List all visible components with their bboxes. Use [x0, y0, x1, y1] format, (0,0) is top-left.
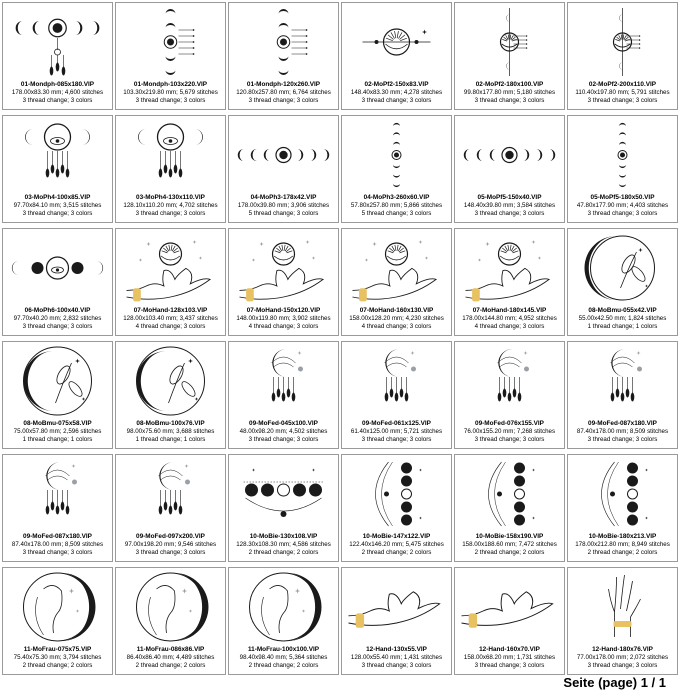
design-dimensions: 76.00x155.20 mm; 7,268 stitches — [463, 428, 556, 435]
design-thumbnail — [342, 3, 451, 81]
design-dimensions: 128.30x108.30 mm; 4,586 stitches — [236, 541, 331, 548]
design-dimensions: 128.00x55.40 mm; 1,431 stitches — [350, 654, 443, 661]
design-caption — [229, 646, 338, 670]
design-caption — [3, 81, 112, 105]
design-card[interactable] — [228, 228, 339, 336]
design-card[interactable] — [454, 454, 565, 562]
design-thumbnail — [568, 116, 677, 194]
design-file-name: 01-Mondph-085x180.VIP — [20, 81, 95, 88]
design-thread-info: 3 thread change; 3 colors — [474, 97, 545, 104]
design-dimensions: 57.80x257.80 mm; 5,866 stitches — [350, 202, 443, 209]
design-dimensions: 178.00x39.80 mm; 3,906 stitches — [237, 202, 330, 209]
design-caption — [229, 533, 338, 557]
design-thread-info: 1 thread change; 1 colors — [587, 323, 658, 330]
design-thread-info: 5 thread change; 3 colors — [248, 210, 319, 217]
design-thumbnail — [116, 229, 225, 307]
design-thumbnail — [229, 568, 338, 646]
design-caption — [229, 194, 338, 218]
design-thumbnail — [3, 116, 112, 194]
design-thumbnail — [3, 342, 112, 420]
design-caption — [455, 533, 564, 557]
design-caption — [342, 194, 451, 218]
design-dimensions: 103.30x219.80 mm; 5,679 stitches — [123, 89, 218, 96]
design-thumbnail — [229, 455, 338, 533]
design-dimensions: 75.40x75.30 mm; 3,794 stitches — [13, 654, 102, 661]
design-thread-info: 1 thread change; 1 colors — [135, 436, 206, 443]
design-dimensions: 55.00x42.50 mm; 1,824 stitches — [578, 315, 667, 322]
design-file-name: 05-MoPf5-150x40.VIP — [477, 194, 542, 201]
design-file-name: 07-MoHand-180x145.VIP — [472, 307, 547, 314]
design-thread-info: 1 thread change; 1 colors — [22, 436, 93, 443]
design-dimensions: 87.40x178.00 mm; 8,509 stitches — [11, 541, 104, 548]
design-file-name: 10-MoBie-130x108.VIP — [249, 533, 318, 540]
design-card[interactable] — [2, 115, 113, 223]
design-file-name: 07-MoHand-128x103.VIP — [133, 307, 208, 314]
design-card[interactable] — [115, 454, 226, 562]
design-thumbnail — [455, 455, 564, 533]
design-card[interactable] — [115, 341, 226, 449]
design-thumbnail — [229, 342, 338, 420]
design-thumbnail — [455, 342, 564, 420]
design-caption — [455, 194, 564, 218]
design-file-name: 12-Hand-180x76.VIP — [592, 646, 653, 653]
design-caption — [116, 194, 225, 218]
design-thread-info: 2 thread change; 2 colors — [248, 662, 319, 669]
design-thumbnail — [568, 229, 677, 307]
design-file-name: 08-MoBmu-075x58.VIP — [23, 420, 92, 427]
design-thread-info: 2 thread change; 2 colors — [361, 549, 432, 556]
design-caption — [116, 307, 225, 331]
design-thumbnail — [116, 3, 225, 81]
design-thumbnail — [229, 116, 338, 194]
design-thumbnail — [116, 116, 225, 194]
design-file-name: 09-MoFed-061x125.VIP — [362, 420, 431, 427]
design-thread-info: 3 thread change; 3 colors — [587, 662, 658, 669]
design-thread-info: 3 thread change; 3 colors — [22, 97, 93, 104]
design-thumbnail — [116, 455, 225, 533]
design-caption — [116, 646, 225, 670]
design-file-name: 09-MoFed-087x180.VIP — [588, 420, 657, 427]
design-caption — [3, 533, 112, 557]
design-thread-info: 3 thread change; 3 colors — [22, 323, 93, 330]
design-file-name: 09-MoFed-045x100.VIP — [249, 420, 318, 427]
design-thumbnail — [455, 116, 564, 194]
design-card[interactable] — [567, 454, 678, 562]
design-card[interactable] — [2, 228, 113, 336]
design-caption — [568, 81, 677, 105]
design-thumbnail — [568, 342, 677, 420]
design-file-name: 09-MoFed-076x155.VIP — [475, 420, 544, 427]
design-card[interactable] — [2, 567, 113, 675]
design-thread-info: 4 thread change; 3 colors — [361, 323, 432, 330]
design-caption — [116, 533, 225, 557]
design-dimensions: 158.00x128.20 mm; 4,230 stitches — [349, 315, 444, 322]
design-caption — [568, 194, 677, 218]
design-file-name: 07-MoHand-160x130.VIP — [359, 307, 434, 314]
design-card[interactable] — [454, 341, 565, 449]
design-file-name: 03-MoPh4-100x85.VIP — [24, 194, 91, 201]
design-file-name: 11-MoFrau-086x86.VIP — [136, 646, 205, 653]
design-thumbnail — [3, 3, 112, 81]
design-thread-info: 3 thread change; 3 colors — [361, 97, 432, 104]
design-card[interactable] — [454, 567, 565, 675]
design-caption — [455, 646, 564, 670]
design-thread-info: 3 thread change; 3 colors — [135, 97, 206, 104]
design-caption — [116, 420, 225, 444]
design-caption — [229, 420, 338, 444]
design-caption — [342, 420, 451, 444]
design-card[interactable] — [115, 567, 226, 675]
design-thumbnail — [3, 455, 112, 533]
design-caption — [342, 533, 451, 557]
design-dimensions: 148.40x83.30 mm; 4,278 stitches — [350, 89, 443, 96]
design-caption — [568, 533, 677, 557]
design-thumbnail — [342, 229, 451, 307]
design-caption — [229, 307, 338, 331]
design-card[interactable] — [341, 341, 452, 449]
design-thread-info: 4 thread change; 3 colors — [248, 323, 319, 330]
design-card[interactable] — [567, 2, 678, 110]
design-dimensions: 47.80x177.90 mm; 4,403 stitches — [576, 202, 669, 209]
design-card[interactable] — [567, 228, 678, 336]
design-thumbnail — [455, 229, 564, 307]
design-thumbnail — [342, 116, 451, 194]
design-dimensions: 128.10x110.20 mm; 4,702 stitches — [123, 202, 218, 209]
design-file-name: 02-MoPf2-200x110.VIP — [588, 81, 657, 88]
design-thread-info: 3 thread change; 3 colors — [587, 97, 658, 104]
design-file-name: 10-MoBie-147x122.VIP — [362, 533, 431, 540]
design-card[interactable] — [115, 115, 226, 223]
design-file-name: 07-MoHand-150x120.VIP — [246, 307, 321, 314]
design-thumbnail — [116, 342, 225, 420]
design-dimensions: 158.00x188.60 mm; 7,472 stitches — [462, 541, 557, 548]
design-file-name: 12-Hand-160x70.VIP — [479, 646, 540, 653]
design-card[interactable] — [2, 2, 113, 110]
design-file-name: 10-MoBie-180x213.VIP — [588, 533, 657, 540]
design-caption — [3, 194, 112, 218]
design-thread-info: 3 thread change; 3 colors — [22, 549, 93, 556]
design-thread-info: 2 thread change; 2 colors — [248, 549, 319, 556]
design-caption — [455, 420, 564, 444]
design-card[interactable] — [2, 454, 113, 562]
design-card[interactable] — [115, 2, 226, 110]
design-thumbnail — [229, 229, 338, 307]
design-card[interactable] — [454, 115, 565, 223]
design-file-name: 08-MoBmu-055x42.VIP — [588, 307, 657, 314]
design-caption — [342, 646, 451, 670]
design-file-name: 05-MoPf5-180x50.VIP — [590, 194, 655, 201]
design-thread-info: 3 thread change; 3 colors — [474, 436, 545, 443]
design-caption — [116, 81, 225, 105]
design-file-name: 03-MoPh4-130x110.VIP — [136, 194, 205, 201]
design-card[interactable] — [454, 2, 565, 110]
design-dimensions: 75.00x57.80 mm; 2,596 stitches — [13, 428, 102, 435]
design-thumbnail — [3, 229, 112, 307]
design-card[interactable] — [567, 115, 678, 223]
design-dimensions: 97.70x84.10 mm; 3,515 stitches — [13, 202, 102, 209]
design-card[interactable] — [228, 115, 339, 223]
design-dimensions: 110.40x197.80 mm; 5,791 stitches — [575, 89, 670, 96]
design-thread-info: 3 thread change; 3 colors — [587, 210, 658, 217]
design-file-name: 04-MoPh3-260x60.VIP — [363, 194, 430, 201]
design-dimensions: 148.40x39.80 mm; 3,584 stitches — [463, 202, 556, 209]
design-dimensions: 61.40x125.00 mm; 5,721 stitches — [350, 428, 443, 435]
design-dimensions: 97.70x40.20 mm; 2,832 stitches — [13, 315, 102, 322]
design-dimensions: 148.00x119.80 mm; 3,902 stitches — [236, 315, 331, 322]
design-file-name: 11-MoFrau-100x100.VIP — [247, 646, 320, 653]
design-caption — [342, 81, 451, 105]
design-thumbnail — [342, 455, 451, 533]
design-thread-info: 3 thread change; 3 colors — [248, 97, 319, 104]
design-dimensions: 97.00x198.20 mm; 9,546 stitches — [124, 541, 217, 548]
design-thread-info: 3 thread change; 3 colors — [361, 662, 432, 669]
design-thread-info: 3 thread change; 3 colors — [474, 210, 545, 217]
design-dimensions: 87.40x178.00 mm; 8,509 stitches — [576, 428, 669, 435]
design-thumbnail — [3, 568, 112, 646]
design-card[interactable] — [341, 115, 452, 223]
design-card[interactable] — [2, 341, 113, 449]
design-card[interactable] — [228, 2, 339, 110]
design-card[interactable] — [228, 341, 339, 449]
design-thread-info: 2 thread change; 2 colors — [135, 662, 206, 669]
design-thread-info: 4 thread change; 3 colors — [474, 323, 545, 330]
design-file-name: 08-MoBmu-100x76.VIP — [136, 420, 205, 427]
design-dimensions: 128.00x103.40 mm; 3,437 stitches — [123, 315, 218, 322]
design-dimensions: 178.00x212.80 mm; 8,949 stitches — [575, 541, 670, 548]
design-thread-info: 2 thread change; 2 colors — [474, 549, 545, 556]
design-thread-info: 3 thread change; 3 colors — [135, 210, 206, 217]
design-file-name: 02-MoPf2-180x100.VIP — [475, 81, 544, 88]
design-dimensions: 120.80x257.80 mm; 6,764 stitches — [236, 89, 331, 96]
design-dimensions: 178.00x83.30 mm; 4,600 stitches — [11, 89, 104, 96]
design-caption — [229, 81, 338, 105]
design-card[interactable] — [341, 228, 452, 336]
design-thumbnail — [229, 3, 338, 81]
page-footer: Seite (page) 1 / 1 — [563, 675, 666, 690]
design-thread-info: 3 thread change; 3 colors — [248, 436, 319, 443]
design-caption — [3, 307, 112, 331]
design-thread-info: 3 thread change; 3 colors — [361, 436, 432, 443]
design-card[interactable] — [228, 567, 339, 675]
design-thread-info: 4 thread change; 3 colors — [135, 323, 206, 330]
design-thread-info: 3 thread change; 3 colors — [474, 662, 545, 669]
design-caption — [455, 307, 564, 331]
design-file-name: 11-MoFrau-075x75.VIP — [23, 646, 92, 653]
design-thread-info: 5 thread change; 3 colors — [361, 210, 432, 217]
design-thread-info: 3 thread change; 3 colors — [22, 210, 93, 217]
design-caption — [568, 420, 677, 444]
design-file-name: 01-Mondph-103x220.VIP — [133, 81, 208, 88]
design-thread-info: 3 thread change; 3 colors — [587, 436, 658, 443]
design-card[interactable] — [115, 228, 226, 336]
design-dimensions: 178.00x144.80 mm; 4,952 stitches — [462, 315, 557, 322]
design-card[interactable] — [341, 2, 452, 110]
design-file-name: 09-MoFed-087x180.VIP — [23, 533, 92, 540]
design-thumbnail — [568, 3, 677, 81]
design-thumbnail — [568, 568, 677, 646]
design-dimensions: 158.00x68.20 mm; 1,731 stitches — [463, 654, 556, 661]
design-thread-info: 3 thread change; 3 colors — [135, 549, 206, 556]
design-file-name: 02-MoPf2-150x83.VIP — [364, 81, 429, 88]
design-file-name: 06-MoPh6-100x40.VIP — [24, 307, 91, 314]
design-file-name: 09-MoFed-097x200.VIP — [136, 533, 205, 540]
design-file-name: 04-MoPh3-178x42.VIP — [250, 194, 317, 201]
design-file-name: 10-MoBie-158x190.VIP — [475, 533, 544, 540]
design-caption — [3, 420, 112, 444]
design-thread-info: 2 thread change; 2 colors — [587, 549, 658, 556]
design-card[interactable] — [228, 454, 339, 562]
design-dimensions: 48.00x98.20 mm; 4,502 stitches — [239, 428, 328, 435]
design-dimensions: 122.40x146.20 mm; 5,475 stitches — [349, 541, 444, 548]
design-thumbnail — [455, 568, 564, 646]
design-thumbnail — [342, 342, 451, 420]
design-dimensions: 98.00x75.60 mm; 3,688 stitches — [126, 428, 215, 435]
design-card[interactable] — [567, 341, 678, 449]
design-dimensions: 99.80x177.80 mm; 5,180 stitches — [463, 89, 556, 96]
design-card[interactable] — [454, 228, 565, 336]
design-card[interactable] — [567, 567, 678, 675]
design-dimensions: 98.40x98.40 mm; 5,364 stitches — [239, 654, 328, 661]
design-thumbnail — [342, 568, 451, 646]
design-caption — [568, 646, 677, 670]
design-file-name: 12-Hand-130x55.VIP — [366, 646, 427, 653]
design-thread-info: 2 thread change; 2 colors — [22, 662, 93, 669]
design-caption — [3, 646, 112, 670]
design-thumbnail — [568, 455, 677, 533]
design-thumbnail — [116, 568, 225, 646]
design-caption — [455, 81, 564, 105]
design-file-name: 01-Mondph-120x260.VIP — [246, 81, 321, 88]
design-dimensions: 77.00x178.00 mm; 2,072 stitches — [576, 654, 669, 661]
design-caption — [568, 307, 677, 331]
design-caption — [342, 307, 451, 331]
design-dimensions: 86.40x86.40 mm; 4,489 stitches — [126, 654, 215, 661]
design-thumbnail — [455, 3, 564, 81]
design-card[interactable] — [341, 567, 452, 675]
design-card[interactable] — [341, 454, 452, 562]
